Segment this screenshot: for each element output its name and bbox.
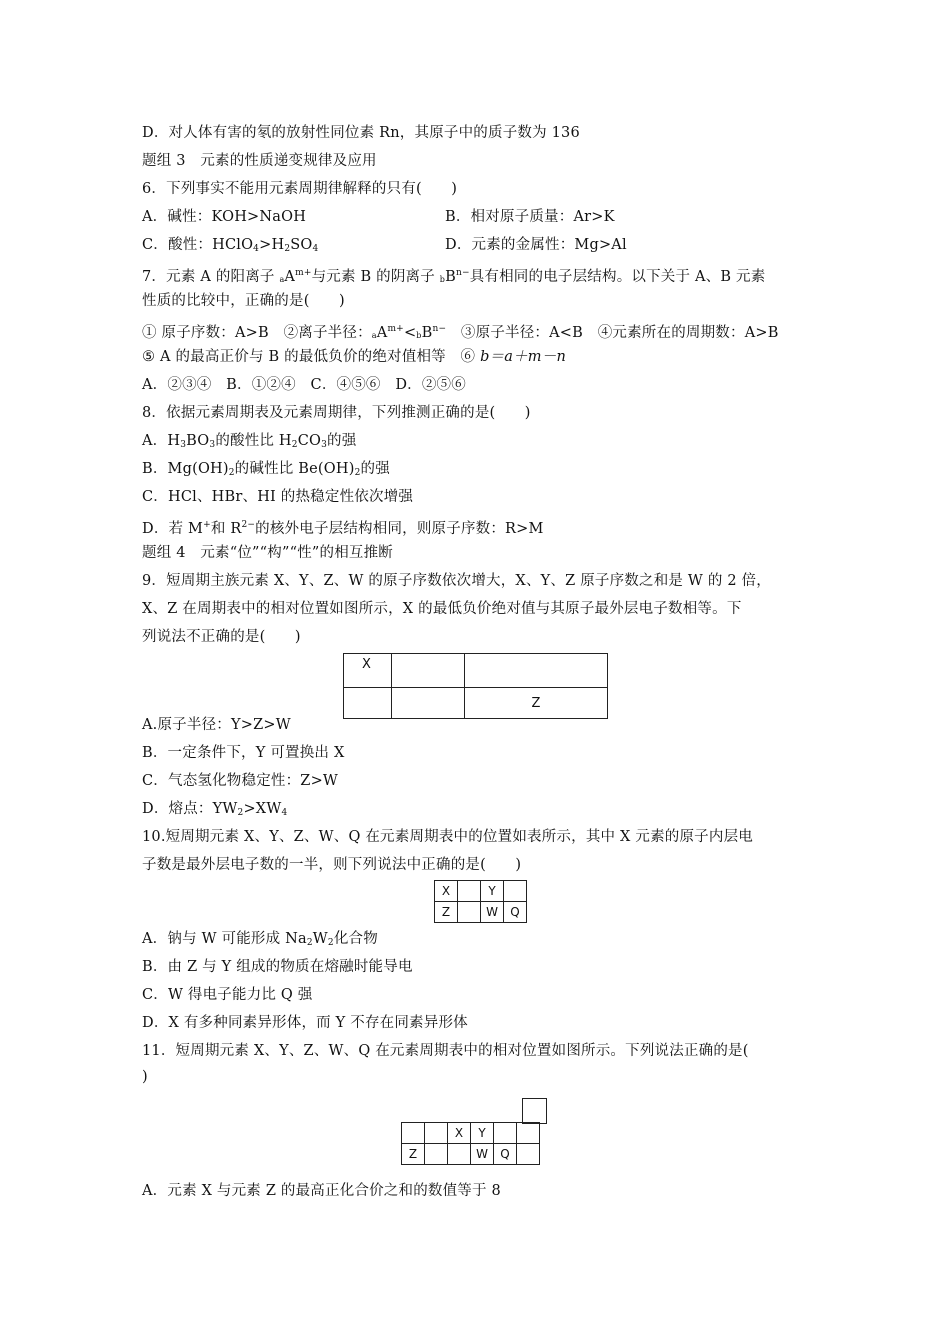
q8-option-c: C．HCl、HBr、HI 的热稳定性依次增强 xyxy=(142,489,414,505)
q11-periodic-grid xyxy=(401,1122,540,1165)
q10-cell: Z xyxy=(435,902,458,923)
q11-cell xyxy=(425,1123,448,1144)
q5-option-d: D．对人体有害的氡的放射性同位素 Rn，其原子中的质子数为 136 xyxy=(142,125,580,141)
q11-cell xyxy=(517,1123,540,1144)
q7-line-2: 性质的比较中，正确的是( ) xyxy=(142,293,345,309)
q9-cell xyxy=(392,688,465,719)
q6-stem: 6．下列事实不能用元素周期律解释的只有( ) xyxy=(142,181,458,197)
q11-cell: Y xyxy=(471,1123,494,1144)
q8-stem: 8．依据元素周期表及元素周期律，下列推测正确的是( ) xyxy=(142,405,531,421)
q7-line-1: 7．元素 A 的阳离子 $aA^{m+}$与元素 B 的阴离子 $bB^{n-}$具有相同的电子层结构。以下关于 A、B 元素 xyxy=(142,268,766,285)
q6-option-a: A．碱性：KOH>NaOH xyxy=(142,209,307,225)
q11-cell: Q xyxy=(494,1144,517,1165)
group4-title: 题组 4 元素“位”“构”“性”的相互推断 xyxy=(142,545,394,561)
group3-title: 题组 3 元素的性质递变规律及应用 xyxy=(142,153,377,169)
q9-cell-z: Z xyxy=(465,688,608,719)
q7-line-3: ① 原子序数：A>B ②离子半径：$aA^{m+}<bB^{n-}$ ③原子半径：A<B ④元素所在的周期数：A>B xyxy=(142,324,779,341)
q8-option-b: B．$Mg(OH)_2$的碱性比 $Be(OH)_2$的强 xyxy=(142,461,390,478)
q9-option-c: C．气态氢化物稳定性：Z>W xyxy=(142,773,339,789)
q11-cell: W xyxy=(471,1144,494,1165)
q8-option-a: A．$H_3BO_3$的酸性比 $H_2CO_3$的强 xyxy=(142,433,357,450)
q9-periodic-grid xyxy=(343,653,608,719)
q11-cell: Z xyxy=(402,1144,425,1165)
q11-cell xyxy=(448,1144,471,1165)
q9-cell xyxy=(392,654,465,688)
q11-line-1: 11．短周期元素 X、Y、Z、W、Q 在元素周期表中的相对位置如图所示。下列说法正确的是( xyxy=(142,1043,749,1059)
q11-line-2: ) xyxy=(142,1069,148,1085)
q11-cell xyxy=(494,1123,517,1144)
q10-cell: Y xyxy=(481,881,504,902)
q9-cell xyxy=(465,654,608,688)
q7-line-4: ⑤ A 的最高正价与 B 的最低负价的绝对值相等 ⑥ b＝a＋m－n xyxy=(142,349,566,365)
q10-cell xyxy=(504,881,527,902)
q6-option-b: B．相对原子质量：Ar>K xyxy=(445,209,615,225)
q10-option-c: C．W 得电子能力比 Q 强 xyxy=(142,987,313,1003)
q10-line-1: 10.短周期元素 X、Y、Z、W、Q 在元素周期表中的位置如表所示，其中 X 元素的原子内层电 xyxy=(142,829,753,845)
q6-option-c: C．酸性：$HClO_4>H_2SO_4$ xyxy=(142,237,319,254)
q7-options: A．②③④ B．①②④ C．④⑤⑥ D．②⑤⑥ xyxy=(142,377,466,393)
q10-option-d: D．X 有多种同素异形体，而 Y 不存在同素异形体 xyxy=(142,1015,468,1031)
q10-cell xyxy=(458,881,481,902)
q9-option-d: D．熔点：$YW_2>XW_4$ xyxy=(142,801,288,818)
q11-cell: X xyxy=(448,1123,471,1144)
q10-cell: X xyxy=(435,881,458,902)
q10-cell: W xyxy=(481,902,504,923)
q10-cell xyxy=(458,902,481,923)
q11-option-a: A．元素 X 与元素 Z 的最高正化合价之和的数值等于 8 xyxy=(142,1183,501,1199)
q11-top-cell xyxy=(522,1098,547,1124)
q9-option-b: B．一定条件下，Y 可置换出 X xyxy=(142,745,345,761)
q11-cell xyxy=(425,1144,448,1165)
q10-line-2: 子数是最外层电子数的一半，则下列说法中正确的是( ) xyxy=(142,857,522,873)
q9-line-3: 列说法不正确的是( ) xyxy=(142,629,301,645)
q8-option-d: D．若 M+和 $R^{2-}$的核外电子层结构相同，则原子序数：R>M xyxy=(142,520,544,537)
q9-line-2: X、Z 在周期表中的相对位置如图所示，X 的最低负价绝对值与其原子最外层电子数相等。下 xyxy=(142,601,742,617)
q11-cell xyxy=(402,1123,425,1144)
q10-cell: Q xyxy=(504,902,527,923)
q9-cell xyxy=(344,688,392,719)
q10-periodic-grid xyxy=(434,880,527,923)
q6-option-d: D．元素的金属性：Mg>Al xyxy=(445,237,627,253)
q9-cell-x: X xyxy=(344,654,392,688)
q9-line-1: 9．短周期主族元素 X、Y、Z、W 的原子序数依次增大，X、Y、Z 原子序数之和是 W 的 2 倍， xyxy=(142,573,771,589)
q10-option-b: B．由 Z 与 Y 组成的物质在熔融时能导电 xyxy=(142,959,413,975)
q10-option-a: A．钠与 W 可能形成 $Na_2W_2$化合物 xyxy=(142,931,378,948)
q9-option-a: A.原子半径：Y>Z>W xyxy=(142,717,291,733)
q11-cell xyxy=(517,1144,540,1165)
